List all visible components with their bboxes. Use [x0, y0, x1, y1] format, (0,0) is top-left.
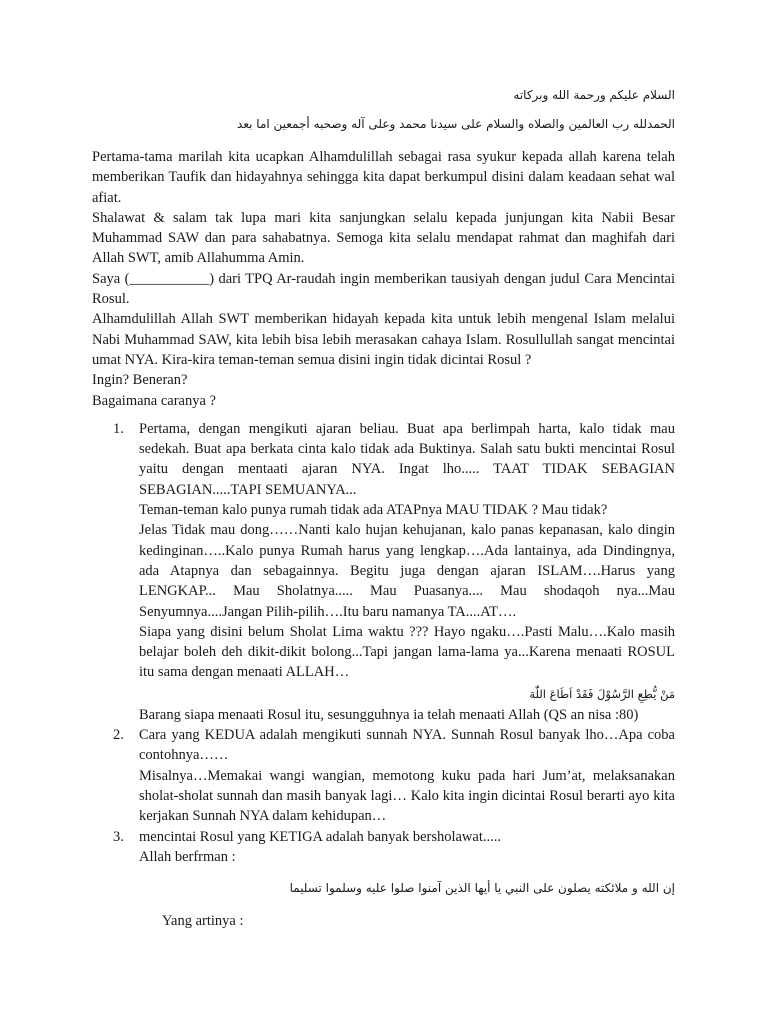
step-number: 1. [113, 420, 124, 437]
step-number: 2. [113, 727, 124, 744]
document-page [92, 82, 675, 931]
step-text: Siapa yang disini belum Sholat Lima waktu ??? Hayo ngaku….Pasti Malu….Kalo masih belajar boleh deh dikit-dikit bolong...Tapi jangan lama-lama ya...Karena menaati ROSUL itu sama dengan menaati ALLAH… [139, 623, 675, 681]
step-text: Allah berfrman : [139, 848, 236, 865]
list-item [92, 419, 675, 725]
paragraph-how: Bagaimana caranya ? [92, 392, 216, 409]
step-text: Barang siapa menaati Rosul itu, sesungguhnya ia telah menaati Allah (QS an nisa :80) [139, 706, 639, 723]
verse-arabic-inline: مَنْ يُّطِعِ الرَّسُوْلَ فَقَدْ اَطَاعَ اللّٰهَ [529, 686, 675, 701]
verse-arabic: إن الله و ملائكته يصلون على النبي يا أيها الذين آمنوا صلوا عليه وسلموا تسليما [289, 881, 675, 896]
step-text: Pertama, dengan mengikuti ajaran beliau. Buat apa berlimpah harta, kalo tidak mau sedekah. Buat apa berkata cinta kalo tidak ada Buktinya. Salah satu bukti mencintai Rosul yaitu dengan mentaati ajaran NYA. Ingat lho..... TAAT TIDAK SEBAGIAN SEBAGIAN.....TAPI SEMUANYA... [139, 420, 675, 498]
step-text: Teman-teman kalo punya rumah tidak ada ATAPnya MAU TIDAK ? Mau tidak? [139, 502, 608, 519]
step-text: Cara yang KEDUA adalah mengikuti sunnah NYA. Sunnah Rosul banyak lho…Apa coba contohnya…… [139, 727, 675, 764]
paragraph-opening: Pertama-tama marilah kita ucapkan Alhamdulillah sebagai rasa syukur kepada allah karena telah memberikan Taufik dan hidayahnya sehingga kita dapat berkumpul disini dalam keadaan sehat wal afiat. [92, 149, 675, 206]
yang-artinya-label: Yang artinya : [162, 913, 244, 930]
hamdalah-arabic: الحمدلله رب العالمين والصلاه والسلام على سيدنا محمد وعلى آله وصحبه أجمعين اما بعد [237, 117, 675, 131]
paragraph-question: Ingin? Beneran? [92, 372, 188, 389]
step-text: Jelas Tidak mau dong……Nanti kalo hujan kehujanan, kalo panas kepanasan, kalo dingin kedinginan…..Kalo punya Rumah harus yang lengkap….Ada lantainya, ada Dindingnya, ada Atapnya dan sebagainnya. Begitu juga dengan ajaran ISLAM….Harus yang LENGKAP... Mau Sholatnya..... Mau Puasanya.... Mau shodaqoh nya...Mau Senyumnya....Jangan Pilih-pilih….Itu baru namanya TA....AT…. [139, 522, 675, 620]
list-item [92, 725, 675, 826]
paragraph-hidayah: Alhamdulillah Allah SWT memberikan hidayah kepada kita untuk lebih mengenal Islam melalui Nabi Muhammad SAW, kita lebih bisa lebih merasakan cahaya Islam. Rosullullah sangat mencintai umat NYA. Kira-kira teman-teman semua disini ingin tidak dicintai Rosul ? [92, 311, 675, 368]
steps-list [92, 419, 675, 867]
step-text: mencintai Rosul yang KETIGA adalah banyak bersholawat..... [139, 828, 501, 845]
step-text: Misalnya…Memakai wangi wangian, memotong kuku pada hari Jum’at, melaksanakan sholat-sholat sunnah dan masih banyak lagi… Kalo kita ingin dicintai Rosul berarti ayo kita kerjakan Sunnah NYA dalam kehidupan… [139, 767, 675, 825]
greeting-arabic: السلام عليكم ورحمة الله وبركاته [513, 88, 675, 102]
step-number: 3. [113, 828, 124, 845]
list-item [92, 827, 675, 868]
paragraph-shalawat: Shalawat & salam tak lupa mari kita sanjungkan selalu kepada junjungan kita Nabii Besar Muhammad SAW dan para sahabatnya. Semoga kita selalu mendapat rahmat dan maghifah dari Allah SWT, amib Allahumma Amin. [92, 209, 675, 267]
paragraph-introduction: Saya (___________) dari TPQ Ar-raudah ingin memberikan tausiyah dengan judul Cara Mencintai Rosul. [92, 270, 675, 308]
